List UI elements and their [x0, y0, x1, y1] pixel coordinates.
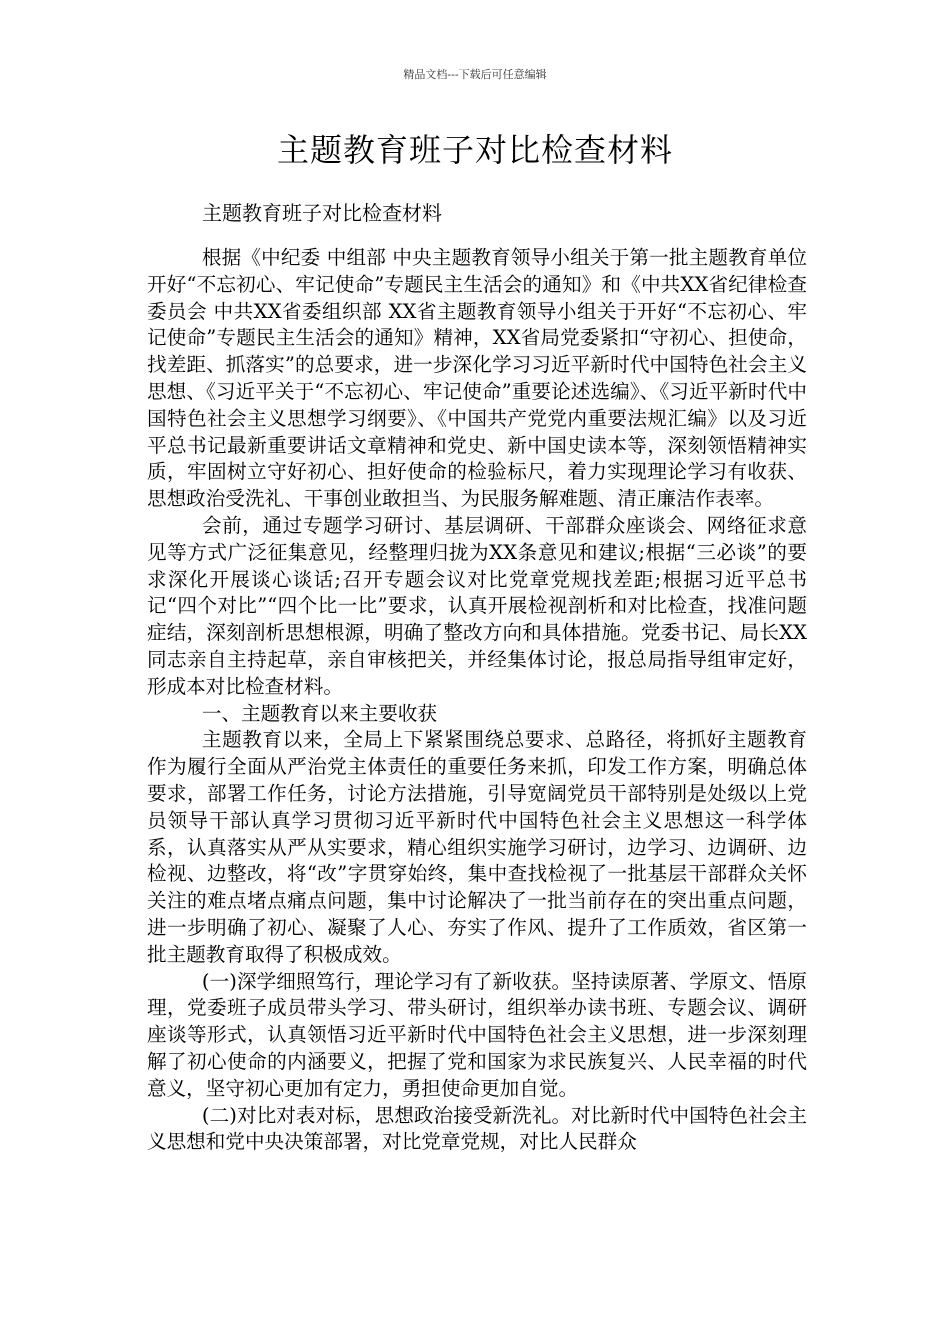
document-body — [147, 245, 807, 1156]
paragraph: 根据《中纪委 中组部 中央主题教育领导小组关于第一批主题教育单位开好“不忘初心、牢记使命”专题民主生活会的通知》和《中共XX省纪律检查委员会 中共XX省委组织部 XX省主题教育领导小组关于开好“不忘初心、牢记使命”专题民主生活会的通知》精神，XX省局党委紧扣“守初心、担使命，找差距、抓落实”的总要求，进一步深化学习习近平新时代中国特色社会主义思想、《习近平关于“不忘初心、牢记使命”重要论述选编》、《习近平新时代中国特色社会主义思想学习纲要》、《中国共产党党内重要法规汇编》以及习近平总书记最新重要讲话文章精神和党史、新中国史读本等，深刻领悟精神实质，牢固树立守好初心、担好使命的检验标尺，着力实现理论学习有收获、思想政治受洗礼、干事创业敢担当、为民服务解难题、清正廉洁作表率。 — [147, 246, 807, 511]
section-heading: 一、主题教育以来主要收获 — [201, 701, 437, 725]
document-subtitle: 主题教育班子对比检查材料 — [202, 201, 442, 225]
paragraph: (二)对比对表对标，思想政治接受新洗礼。对比新时代中国特色社会主义思想和党中央决策部署，对比党章党规，对比人民群众 — [147, 1103, 807, 1154]
paragraph: (一)深学细照笃行，理论学习有了新收获。坚持读原著、学原文、悟原理，党委班子成员带头学习、带头研讨，组织举办读书班、专题会议、调研座谈等形式，认真领悟习近平新时代中国特色社会主义思想，进一步深刻理解了初心使命的内涵要义，把握了党和国家为求民族复兴、人民幸福的时代意义，坚守初心更加有定力，勇担使命更加自觉。 — [147, 969, 807, 1100]
paragraph: 主题教育以来，全局上下紧紧围绕总要求、总路径，将抓好主题教育作为履行全面从严治党主体责任的重要任务来抓，印发工作方案，明确总体要求，部署工作任务，讨论方法措施，引导宽阔党员干部特别是处级以上党员领导干部认真学习贯彻习近平新时代中国特色社会主义思想这一科学体系，认真落实从严从实要求，精心组织实施学习研讨，边学习、边调研、边检视、边整改，将“改”字贯穿始终，集中查找检视了一批基层干部群众关怀关注的难点堵点痛点问题，集中讨论解决了一批当前存在的突出重点问题，进一步明确了初心、凝聚了人心、夯实了作风、提升了工作质效，省区第一批主题教育取得了积极成效。 — [147, 728, 807, 966]
page-header-note: 精品文档---下载后可任意编辑 — [403, 68, 547, 81]
paragraph: 会前，通过专题学习研讨、基层调研、干部群众座谈会、网络征求意见等方式广泛征集意见，经整理归拢为XX条意见和建议;根据“三必谈”的要求深化开展谈心谈话;召开专题会议对比党章党规找差距;根据习近平总书记“四个对比”“四个比一比”要求，认真开展检视剖析和对比检查，找准问题症结，深刻剖析思想根源，明确了整改方向和具体措施。党委书记、局长XX同志亲自主持起草，亲自审核把关，并经集体讨论，报总局指导组审定好，形成本对比检查材料。 — [147, 513, 807, 698]
document-title: 主题教育班子对比检查材料 — [276, 131, 673, 169]
